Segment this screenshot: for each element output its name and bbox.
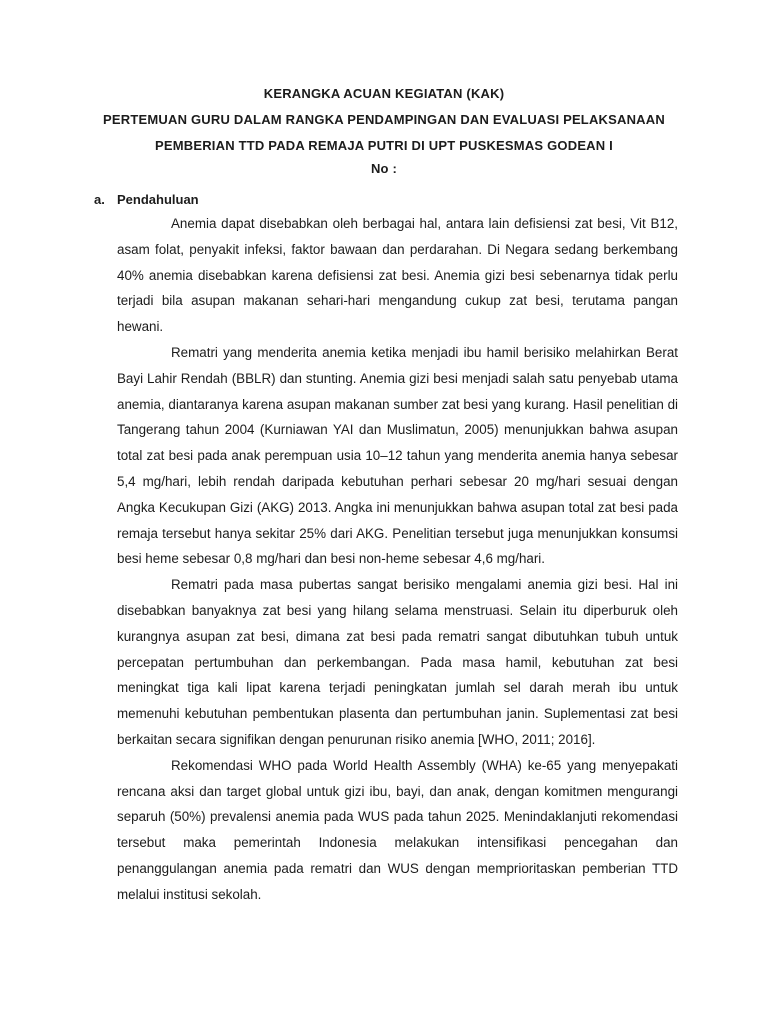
section-title: Pendahuluan bbox=[117, 192, 199, 207]
document-title: KERANGKA ACUAN KEGIATAN (KAK) bbox=[263, 86, 505, 101]
paragraph-4: Rekomendasi WHO pada World Health Assembly (WHA) ke-65 yang menyepakati rencana aksi dan target global untuk gizi ibu, bayi, dan anak, dengan komitmen mengurangi separuh (50%) prevalensi anemia pada WUS pada tahun 2025. Menindaklanjuti rekomendasi tersebut maka pemerintah Indonesia melakukan intensifikasi pencegahan dan penanggulangan anemia pada rematri dan WUS dengan memprioritaskan pemberian TTD melalui institusi sekolah. bbox=[117, 757, 678, 902]
section-marker: a. bbox=[94, 192, 105, 207]
section-heading-pendahuluan bbox=[94, 192, 199, 207]
document-subtitle-line-2: PEMBERIAN TTD PADA REMAJA PUTRI DI UPT PUSKESMAS GODEAN I bbox=[154, 138, 613, 153]
paragraph-2: Rematri yang menderita anemia ketika menjadi ibu hamil berisiko melahirkan Berat Bayi Lahir Rendah (BBLR) dan stunting. Anemia gizi besi menjadi salah satu penyebab utama anemia, diantaranya karena asupan makanan sumber zat besi yang kurang. Hasil penelitian di Tangerang tahun 2004 (Kurniawan YAI dan Muslimatun, 2005) menunjukkan bahwa asupan total zat besi pada anak perempuan usia 10–12 tahun yang menderita anemia hanya sebesar 5,4 mg/hari, lebih rendah daripada kebutuhan perhari sebesar 20 mg/hari sesuai dengan Angka Kecukupan Gizi (AKG) 2013. Angka ini menunjukkan bahwa asupan total zat besi pada remaja tersebut hanya sekitar 25% dari AKG. Penelitian tersebut juga menunjukkan konsumsi besi heme sebesar 0,8 mg/hari dan besi non-heme sebesar 4,6 mg/hari. bbox=[117, 344, 678, 567]
paragraph-1: Anemia dapat disebabkan oleh berbagai hal, antara lain defisiensi zat besi, Vit B12, asam folat, penyakit infeksi, faktor bawaan dan perdarahan. Di Negara sedang berkembang 40% anemia disebabkan karena defisiensi zat besi. Anemia gizi besi sebenarnya tidak perlu terjadi bila asupan makanan sehari-hari mengandung cukup zat besi, terutama pangan hewani. bbox=[117, 216, 678, 335]
document-subtitle-line-1: PERTEMUAN GURU DALAM RANGKA PENDAMPINGAN DAN EVALUASI PELAKSANAAN bbox=[103, 112, 665, 127]
document-number: No : bbox=[370, 161, 398, 176]
paragraph-3: Rematri pada masa pubertas sangat berisiko mengalami anemia gizi besi. Hal ini disebabkan banyaknya zat besi yang hilang selama menstruasi. Selain itu diperburuk oleh kurangnya asupan zat besi, dimana zat besi pada rematri sangat dibutuhkan tubuh untuk percepatan pertumbuhan dan perkembangan. Pada masa hamil, kebutuhan zat besi meningkat tiga kali lipat karena terjadi peningkatan jumlah sel darah merah ibu untuk memenuhi kebutuhan pembentukan plasenta dan pertumbuhan janin. Suplementasi zat besi berkaitan secara signifikan dengan penurunan risiko anemia [WHO, 2011; 2016]. bbox=[117, 577, 678, 747]
section-body bbox=[117, 211, 678, 908]
